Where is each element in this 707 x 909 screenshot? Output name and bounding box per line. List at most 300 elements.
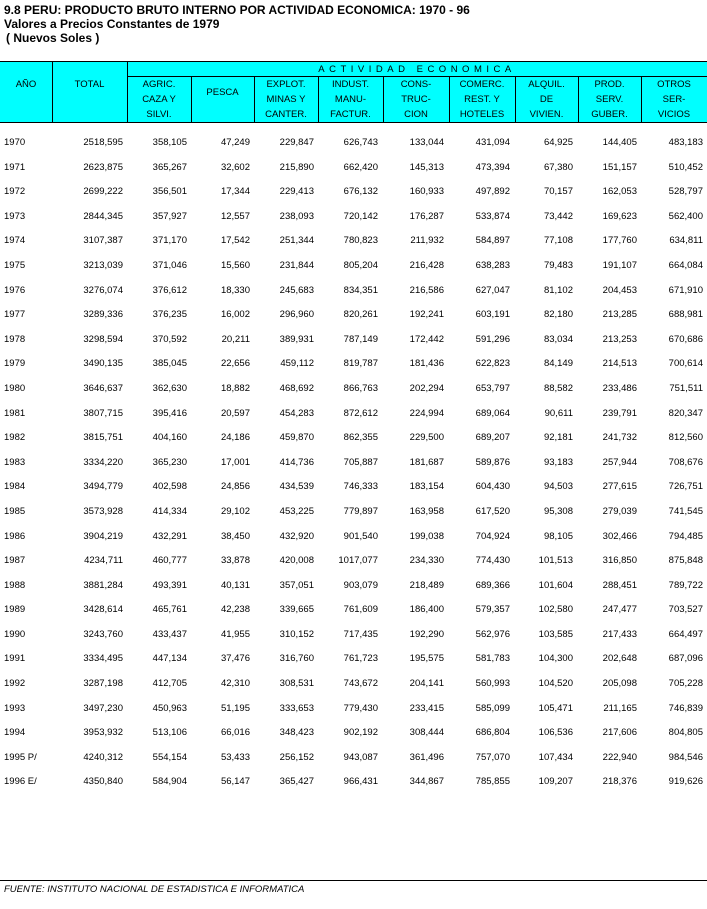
value-cell: 617,520 — [475, 505, 510, 517]
value-cell: 420,008 — [279, 555, 314, 567]
activity-column-header — [641, 77, 707, 122]
source-note: FUENTE: INSTITUTO NACIONAL DE ESTADISTICA E INFORMATICA — [4, 884, 305, 895]
value-cell: 92,181 — [543, 432, 573, 444]
value-cell: 231,844 — [279, 259, 314, 271]
value-cell: 90,611 — [544, 407, 573, 419]
value-cell: 18,330 — [220, 284, 250, 296]
table-row — [0, 344, 707, 369]
value-cell: 741,545 — [668, 505, 703, 517]
year-header: AÑO — [15, 79, 37, 90]
column-header-line: OTROS — [657, 79, 691, 90]
value-cell: 371,170 — [152, 235, 187, 247]
value-cell: 238,093 — [279, 210, 314, 222]
total-cell: 3904,219 — [83, 530, 123, 542]
value-cell: 277,615 — [602, 481, 637, 493]
year-cell: 1986 — [4, 530, 26, 542]
value-cell: 805,204 — [343, 259, 378, 271]
table-row — [0, 517, 707, 542]
value-cell: 251,344 — [279, 235, 314, 247]
value-cell: 720,142 — [343, 210, 378, 222]
column-header-line: MINAS Y — [266, 94, 306, 105]
total-cell: 3334,220 — [83, 456, 123, 468]
year-cell: 1974 — [4, 235, 26, 247]
table-row — [0, 492, 707, 517]
activity-column-header — [578, 77, 641, 122]
year-cell: 1977 — [4, 309, 26, 321]
value-cell: 216,586 — [409, 284, 444, 296]
column-header-line: FACTUR. — [330, 109, 371, 120]
value-cell: 77,108 — [543, 235, 573, 247]
value-cell: 604,430 — [475, 481, 510, 493]
year-cell: 1989 — [4, 604, 26, 616]
table-row — [0, 566, 707, 591]
value-cell: 15,560 — [220, 259, 250, 271]
table-row — [0, 689, 707, 714]
value-cell: 584,904 — [152, 776, 187, 788]
total-cell: 3573,928 — [83, 505, 123, 517]
value-cell: 689,366 — [475, 579, 510, 591]
column-header-line: SER- — [662, 94, 686, 105]
column-header-line: VIVIEN. — [529, 109, 564, 120]
total-cell: 3428,614 — [83, 604, 123, 616]
value-cell: 316,760 — [279, 653, 314, 665]
year-cell: 1981 — [4, 407, 26, 419]
column-header-line: REST. Y — [464, 94, 500, 105]
value-cell: 362,630 — [152, 382, 187, 394]
value-cell: 434,539 — [279, 481, 314, 493]
table-row — [0, 197, 707, 222]
value-cell: 64,925 — [543, 137, 573, 148]
activity-column-header — [318, 77, 383, 122]
column-header-line: HOTELES — [459, 109, 505, 120]
value-cell: 432,920 — [279, 530, 314, 542]
value-cell: 626,743 — [343, 137, 378, 148]
value-cell: 38,450 — [220, 530, 250, 542]
table-row — [0, 221, 707, 246]
value-cell: 204,141 — [409, 678, 444, 690]
value-cell: 460,777 — [152, 555, 187, 567]
total-cell: 3815,751 — [83, 432, 123, 444]
total-cell: 3953,932 — [83, 727, 123, 739]
value-cell: 211,165 — [603, 702, 637, 714]
value-cell: 233,486 — [602, 382, 637, 394]
table-footer — [0, 880, 707, 895]
value-cell: 670,686 — [668, 333, 703, 345]
total-cell: 2699,222 — [83, 186, 123, 198]
total-cell: 3334,495 — [83, 653, 123, 665]
value-cell: 104,300 — [538, 653, 573, 665]
column-header-line: SERV. — [595, 94, 624, 105]
value-cell: 83,034 — [543, 333, 573, 345]
value-cell: 450,963 — [152, 702, 187, 714]
value-cell: 638,283 — [475, 259, 510, 271]
value-cell: 432,291 — [152, 530, 187, 542]
total-cell: 2844,345 — [83, 210, 123, 222]
value-cell: 81,102 — [543, 284, 573, 296]
value-cell: 902,192 — [343, 727, 378, 739]
year-cell: 1982 — [4, 432, 26, 444]
value-cell: 862,355 — [343, 432, 378, 444]
total-cell: 3881,284 — [83, 579, 123, 591]
value-cell: 787,149 — [343, 333, 378, 345]
value-cell: 109,207 — [538, 776, 573, 788]
year-cell: 1978 — [4, 333, 26, 345]
value-cell: 160,933 — [409, 186, 444, 198]
total-cell: 3213,039 — [83, 259, 123, 271]
column-header-line: CANTER. — [265, 109, 307, 120]
table-row — [0, 369, 707, 394]
table-subtitle: Valores a Precios Constantes de 1979 — [4, 17, 220, 31]
year-cell: 1979 — [4, 358, 26, 370]
value-cell: 53,433 — [220, 751, 250, 763]
column-header-line: GUBER. — [591, 109, 628, 120]
value-cell: 919,626 — [668, 776, 703, 788]
value-cell: 497,892 — [475, 186, 510, 198]
value-cell: 17,542 — [220, 235, 250, 247]
value-cell: 866,763 — [343, 382, 378, 394]
table-row — [0, 664, 707, 689]
value-cell: 365,230 — [152, 456, 187, 468]
value-cell: 664,497 — [668, 628, 703, 640]
value-cell: 29,102 — [220, 505, 250, 517]
year-cell: 1987 — [4, 555, 26, 567]
year-cell: 1994 — [4, 727, 26, 739]
value-cell: 820,261 — [343, 309, 378, 321]
activity-column-header — [515, 77, 578, 122]
value-cell: 385,045 — [152, 358, 187, 370]
value-cell: 533,874 — [475, 210, 510, 222]
value-cell: 705,228 — [668, 678, 703, 690]
value-cell: 181,436 — [409, 358, 444, 370]
value-cell: 102,580 — [538, 604, 573, 616]
value-cell: 579,357 — [475, 604, 510, 616]
value-cell: 653,797 — [475, 382, 510, 394]
value-cell: 761,609 — [343, 604, 378, 616]
value-cell: 47,249 — [220, 137, 250, 148]
value-cell: 66,016 — [220, 727, 250, 739]
column-header-line: COMERC. — [459, 79, 505, 90]
value-cell: 757,070 — [475, 751, 510, 763]
value-cell: 95,308 — [543, 505, 573, 517]
table-row — [0, 394, 707, 419]
total-cell: 3107,387 — [83, 235, 123, 247]
value-cell: 145,313 — [409, 161, 444, 173]
value-cell: 105,471 — [538, 702, 573, 714]
value-cell: 774,430 — [475, 555, 510, 567]
column-header-line: SILVI. — [146, 109, 172, 120]
value-cell: 726,751 — [668, 481, 703, 493]
value-cell: 310,152 — [279, 628, 314, 640]
value-cell: 245,683 — [279, 284, 314, 296]
value-cell: 257,944 — [602, 456, 637, 468]
value-cell: 94,503 — [543, 481, 573, 493]
table-row — [0, 172, 707, 197]
column-header-line: VICIOS — [657, 109, 691, 120]
value-cell: 554,154 — [152, 751, 187, 763]
value-cell: 459,870 — [279, 432, 314, 444]
value-cell: 700,614 — [668, 358, 703, 370]
value-cell: 903,079 — [343, 579, 378, 591]
year-cell: 1985 — [4, 505, 26, 517]
value-cell: 358,105 — [152, 137, 187, 148]
value-cell: 70,157 — [543, 186, 573, 198]
value-cell: 308,444 — [409, 727, 444, 739]
value-cell: 333,653 — [279, 702, 314, 714]
year-cell: 1971 — [4, 161, 26, 173]
value-cell: 103,585 — [538, 628, 573, 640]
value-cell: 215,890 — [279, 161, 314, 173]
value-cell: 93,183 — [543, 456, 573, 468]
table-row — [0, 713, 707, 738]
value-cell: 751,511 — [669, 382, 703, 394]
value-cell: 689,207 — [475, 432, 510, 444]
value-cell: 414,334 — [152, 505, 187, 517]
value-cell: 686,804 — [475, 727, 510, 739]
value-cell: 308,531 — [279, 678, 314, 690]
table-row — [0, 590, 707, 615]
table-body — [0, 123, 707, 787]
value-cell: 389,931 — [279, 333, 314, 345]
value-cell: 214,513 — [602, 358, 637, 370]
value-cell: 510,452 — [668, 161, 703, 173]
total-cell: 2623,875 — [83, 161, 123, 173]
table-row — [0, 467, 707, 492]
value-cell: 106,536 — [538, 727, 573, 739]
year-cell: 1991 — [4, 653, 26, 665]
total-cell: 4240,312 — [83, 751, 123, 763]
value-cell: 404,160 — [152, 432, 187, 444]
value-cell: 32,602 — [220, 161, 250, 173]
value-cell: 224,994 — [409, 407, 444, 419]
value-cell: 356,501 — [152, 186, 187, 198]
value-cell: 247,477 — [602, 604, 637, 616]
value-cell: 98,105 — [543, 530, 573, 542]
value-cell: 676,132 — [343, 186, 378, 198]
column-header-line: ALQUIL. — [528, 79, 565, 90]
value-cell: 662,420 — [343, 161, 378, 173]
value-cell: 40,131 — [220, 579, 250, 591]
column-header-line: DE — [539, 94, 554, 105]
value-cell: 433,437 — [152, 628, 187, 640]
table-row — [0, 541, 707, 566]
table-row — [0, 738, 707, 763]
value-cell: 789,722 — [668, 579, 703, 591]
value-cell: 177,760 — [602, 235, 637, 247]
table-row — [0, 320, 707, 345]
value-cell: 344,867 — [409, 776, 444, 788]
value-cell: 584,897 — [475, 235, 510, 247]
value-cell: 192,290 — [409, 628, 444, 640]
value-cell: 181,687 — [409, 456, 444, 468]
value-cell: 84,149 — [543, 358, 573, 370]
value-cell: 101,604 — [538, 579, 573, 591]
value-cell: 204,453 — [602, 284, 637, 296]
value-cell: 82,180 — [543, 309, 573, 321]
value-cell: 107,434 — [538, 751, 573, 763]
value-cell: 794,485 — [668, 530, 703, 542]
table-row — [0, 271, 707, 296]
value-cell: 163,958 — [409, 505, 444, 517]
value-cell: 88,582 — [543, 382, 573, 394]
value-cell: 562,976 — [475, 628, 510, 640]
value-cell: 560,993 — [475, 678, 510, 690]
value-cell: 365,267 — [152, 161, 187, 173]
value-cell: 234,330 — [409, 555, 444, 567]
table-header — [0, 61, 707, 123]
value-cell: 357,927 — [152, 210, 187, 222]
value-cell: 191,107 — [602, 259, 637, 271]
value-cell: 101,513 — [538, 555, 573, 567]
value-cell: 785,855 — [475, 776, 510, 788]
value-cell: 528,797 — [668, 186, 703, 198]
value-cell: 339,665 — [279, 604, 314, 616]
value-cell: 743,672 — [343, 678, 378, 690]
value-cell: 202,294 — [409, 382, 444, 394]
value-cell: 589,876 — [475, 456, 510, 468]
total-cell: 3276,074 — [83, 284, 123, 296]
column-header-line: TRUC- — [401, 94, 431, 105]
value-cell: 943,087 — [343, 751, 378, 763]
value-cell: 591,296 — [475, 333, 510, 345]
value-cell: 41,955 — [220, 628, 250, 640]
value-cell: 162,053 — [602, 186, 637, 198]
activity-group-header: ACTIVIDAD ECONOMICA — [318, 64, 516, 75]
value-cell: 671,910 — [668, 284, 703, 296]
value-cell: 622,823 — [475, 358, 510, 370]
total-cell: 2518,595 — [83, 137, 123, 148]
value-cell: 192,241 — [409, 309, 444, 321]
value-cell: 42,238 — [220, 604, 250, 616]
value-cell: 199,038 — [409, 530, 444, 542]
value-cell: 217,606 — [602, 727, 637, 739]
year-cell: 1995 P/ — [4, 751, 37, 763]
total-cell: 3243,760 — [83, 628, 123, 640]
value-cell: 218,489 — [409, 579, 444, 591]
value-cell: 483,183 — [668, 137, 703, 148]
value-cell: 24,186 — [220, 432, 250, 444]
value-cell: 513,106 — [152, 727, 187, 739]
total-cell: 3287,198 — [83, 678, 123, 690]
value-cell: 581,783 — [475, 653, 510, 665]
value-cell: 73,442 — [543, 210, 573, 222]
total-cell: 3490,135 — [83, 358, 123, 370]
value-cell: 703,527 — [668, 604, 703, 616]
value-cell: 151,157 — [602, 161, 637, 173]
value-cell: 585,099 — [475, 702, 510, 714]
value-cell: 302,466 — [602, 530, 637, 542]
value-cell: 688,981 — [668, 309, 703, 321]
value-cell: 37,476 — [220, 653, 250, 665]
column-header-line: INDUST. — [332, 79, 369, 90]
value-cell: 834,351 — [343, 284, 378, 296]
table-title: 9.8 PERU: PRODUCTO BRUTO INTERNO POR ACTIVIDAD ECONOMICA: 1970 - 96 — [4, 3, 470, 17]
value-cell: 689,064 — [475, 407, 510, 419]
column-header-line: CONS- — [400, 79, 432, 90]
value-cell: 1017,077 — [338, 555, 378, 567]
value-cell: 205,098 — [602, 678, 637, 690]
year-cell: 1992 — [4, 678, 26, 690]
value-cell: 348,423 — [279, 727, 314, 739]
table-row — [0, 443, 707, 468]
value-cell: 217,433 — [602, 628, 637, 640]
value-cell: 239,791 — [602, 407, 637, 419]
value-cell: 20,211 — [221, 333, 250, 345]
column-header-line: CION — [404, 109, 428, 120]
value-cell: 279,039 — [602, 505, 637, 517]
year-cell: 1988 — [4, 579, 26, 591]
value-cell: 22,656 — [220, 358, 250, 370]
value-cell: 459,112 — [280, 358, 314, 370]
value-cell: 627,047 — [475, 284, 510, 296]
column-header-line: CAZA Y — [142, 94, 176, 105]
value-cell: 414,736 — [279, 456, 314, 468]
value-cell: 229,847 — [279, 137, 314, 148]
year-cell: 1973 — [4, 210, 26, 222]
year-cell: 1990 — [4, 628, 26, 640]
value-cell: 779,430 — [343, 702, 378, 714]
table-row — [0, 762, 707, 787]
value-cell: 717,435 — [343, 628, 378, 640]
year-cell: 1984 — [4, 481, 26, 493]
value-cell: 901,540 — [343, 530, 378, 542]
value-cell: 412,705 — [152, 678, 187, 690]
year-cell: 1970 — [4, 137, 26, 148]
value-cell: 186,400 — [409, 604, 444, 616]
table-row — [0, 148, 707, 173]
value-cell: 746,839 — [668, 702, 703, 714]
value-cell: 361,496 — [409, 751, 444, 763]
value-cell: 241,732 — [602, 432, 637, 444]
table-row — [0, 615, 707, 640]
value-cell: 562,400 — [668, 210, 703, 222]
total-cell: 3497,230 — [83, 702, 123, 714]
value-cell: 316,850 — [602, 555, 637, 567]
value-cell: 17,001 — [220, 456, 250, 468]
value-cell: 371,046 — [152, 259, 187, 271]
activity-column-header — [254, 77, 318, 122]
value-cell: 431,094 — [475, 137, 510, 148]
activity-column-header — [127, 77, 191, 122]
value-cell: 79,483 — [543, 259, 573, 271]
value-cell: 211,932 — [410, 235, 444, 247]
activity-column-header — [449, 77, 515, 122]
year-cell: 1980 — [4, 382, 26, 394]
year-cell: 1972 — [4, 186, 26, 198]
value-cell: 12,557 — [220, 210, 250, 222]
total-cell: 4234,711 — [84, 555, 123, 567]
value-cell: 779,897 — [343, 505, 378, 517]
value-cell: 820,347 — [668, 407, 703, 419]
value-cell: 819,787 — [343, 358, 378, 370]
value-cell: 365,427 — [279, 776, 314, 788]
value-cell: 746,333 — [343, 481, 378, 493]
value-cell: 468,692 — [279, 382, 314, 394]
total-cell: 4350,840 — [83, 776, 123, 788]
value-cell: 704,924 — [475, 530, 510, 542]
value-cell: 216,428 — [409, 259, 444, 271]
year-cell: 1976 — [4, 284, 26, 296]
column-header-line: EXPLOT. — [266, 79, 306, 90]
value-cell: 493,391 — [152, 579, 187, 591]
value-cell: 256,152 — [279, 751, 314, 763]
value-cell: 376,235 — [152, 309, 187, 321]
value-cell: 357,051 — [279, 579, 314, 591]
value-cell: 872,612 — [343, 407, 378, 419]
table-row — [0, 123, 707, 148]
value-cell: 176,287 — [409, 210, 444, 222]
value-cell: 195,575 — [409, 653, 444, 665]
value-cell: 133,044 — [409, 137, 444, 148]
